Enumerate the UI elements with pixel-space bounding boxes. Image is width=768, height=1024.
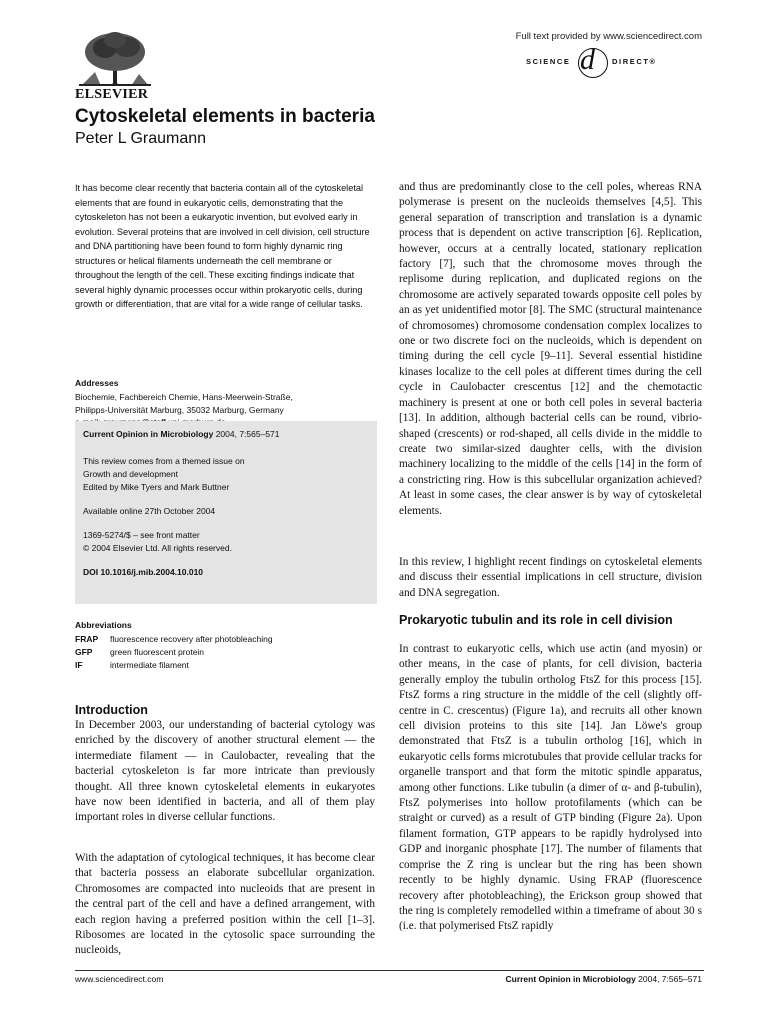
abbreviation-key: GFP [75, 647, 93, 657]
introduction-heading: Introduction [75, 703, 148, 717]
footer-journal-citation [505, 974, 702, 984]
article-info-box [75, 421, 377, 604]
footer-url[interactable]: www.sciencedirect.com [75, 974, 164, 984]
info-citation: 2004, 7:565–571 [213, 429, 280, 439]
info-copyright-line: © 2004 Elsevier Ltd. All rights reserved. [83, 543, 232, 553]
abbreviation-row [75, 660, 189, 670]
addresses-heading: Addresses [75, 378, 119, 388]
info-citation-line [83, 429, 280, 439]
publisher-name: ELSEVIER [75, 87, 149, 102]
abbreviations-heading: Abbreviations [75, 620, 132, 630]
sciencedirect-d-mark: d [580, 43, 595, 76]
info-theme-line: Growth and development [83, 469, 178, 479]
abbreviation-key: IF [75, 660, 83, 670]
sciencedirect-logo-left: SCIENCE [526, 57, 571, 66]
info-journal: Current Opinion in Microbiology [83, 429, 214, 439]
abstract: It has become clear recently that bacteria contain all of the cytoskeletal elements that are found in eukaryotic cells, demonstrating that the cytoskeleton has not been a eukaryotic invention, but evolved early in evolution. Several proteins that are involved in cell division, cell structure and DNA partitioning have been found to form highly dynamic ring structures or helical filaments underneath the cell membrane or throughout the length of the cell. These exciting findings indicate that several highly dynamic processes occur within prokaryotic cells, during growth or differentiation, that are vital for a wide range of cellular tasks. [75, 183, 370, 309]
article-author: Peter L Graumann [75, 130, 207, 147]
abbreviation-value: green fluorescent protein [110, 647, 205, 657]
info-available-line: Available online 27th October 2004 [83, 506, 216, 516]
info-doi-line[interactable]: DOI 10.1016/j.mib.2004.10.010 [83, 567, 204, 577]
section-heading-tubulin: Prokaryotic tubulin and its role in cell division [399, 613, 673, 627]
abbreviation-key: FRAP [75, 634, 99, 644]
abbreviation-row [75, 634, 273, 644]
footer-journal-name: Current Opinion in Microbiology [505, 974, 636, 984]
fulltext-notice[interactable]: Full text provided by www.sciencedirect.com [515, 31, 702, 42]
address-line: Philipps-Universität Marburg, 35032 Marburg, Germany [75, 404, 284, 415]
info-editors-line: Edited by Mike Tyers and Mark Buttner [83, 482, 230, 492]
sciencedirect-logo-right: DIRECT® [612, 57, 657, 66]
info-review-line: This review comes from a themed issue on [83, 456, 245, 466]
article-title: Cytoskeletal elements in bacteria [75, 106, 375, 127]
abbreviation-row [75, 647, 204, 657]
right-paragraph-2: In this review, I highlight recent findings on cytoskeletal elements and discuss their essential implications in cell structure, division and DNA segregation. [399, 556, 702, 599]
footer-citation: 2004, 7:565–571 [635, 974, 702, 984]
right-paragraph-1: and thus are predominantly close to the cell poles, whereas RNA polymerase is present on the nucleoids themselves [4,5]. This general separation of transcription and translation is a dynamic process that is dependent on active transcription [6]. Replication, however, occurs at a centrally located, stationary replication factory [7], such that the chromosome moves through the replisome during replication, and duplicated regions on the chromosome are actively separated towards opposite cell poles by an as yet unidentified motor [8]. The SMC (structural maintenance of chromosomes) chromosome condensation complex localizes to one or two discrete foci on the nucleoids, which is dependent on timing during the cell cycle [9–11]. Several essential histidine kinases localize to the cell poles at different times during the cell cycle in Caulobacter crescentus [12] and the chemotactic machinery is present at one or both cell poles in several bacteria [13]. In addition, although bacterial cells can be round, vibrio-shaped (crescents) or rod-shaped, all cells divide in the middle to create two similar-sized daughter cells, with the division machinery localizing to the middle of the cells [14] in the form of a constricting ring. How is this subcellular organization achieved? At least in some cases, the clear answer is by way of cytoskeletal elements. [399, 181, 702, 517]
sciencedirect-logo [526, 43, 706, 78]
right-paragraph-3: In contrast to eukaryotic cells, which use actin (and myosin) or other means, in the case of plants, for cell division, bacteria generally employ the tubulin ortholog FtsZ for this process [15]. FtsZ forms a ring structure in the middle of the cell (slightly off-centre in C. crescentus) (Figure 1a), and recruits all other known cell division proteins to this site [14]. Jan Löwe's group demonstrated that FtsZ is a tubulin ortholog [16], which in eukaryotic cells forms microtubules that provide cellular tracks for organelle transport and that form the mitotic spindle apparatus, among other functions. Like tubulin (a dimer of α- and β-tubulin), FtsZ polymerises into hollow protofilaments (which can be straight or curved) as a result of GTP binding (Figure 2a). Upon filament formation, GTP appears to be rapidly hydrolysed into GDP and inorganic phosphate [17]. The number of filaments that comprise the Z ring is unclear but the ring has been shown recently to be highly dynamic. Using FRAP (fluorescence recovery after photobleaching), the Erickson group showed that the ring is completely remodelled within a timeframe of about 30 s (i.e. that polymerised FtsZ rapidly [399, 643, 702, 933]
footer-divider [75, 970, 704, 971]
introduction-paragraph-2: With the adaptation of cytological techniques, it has become clear that bacteria possess an elaborate subcellular organization. Chromosomes are compacted into nucleoids that are present in the central part of the cell and have a defined arrangement, with each region having a preferred position within the cell [1–3]. Ribosomes are located in the cytosolic space surrounding the nucleoids, [75, 852, 375, 957]
abbreviation-value: intermediate filament [110, 660, 189, 670]
address-line: Biochemie, Fachbereich Chemie, Hans-Meerwein-Straße, [75, 392, 293, 402]
abbreviation-value: fluorescence recovery after photobleaching [110, 634, 273, 644]
introduction-paragraph-1: In December 2003, our understanding of bacterial cytology was enriched by the discovery of another structural element — the intermediate filament — in Caulobacter, revealing that the bacterial cytoskeleton is far more intricate than previously thought. All three known cytoskeletal elements in eukaryotes have now been identified in bacteria, and all of them play important roles in diverse cellular functions. [75, 719, 375, 824]
info-issn-line: 1369-5274/$ – see front matter [83, 530, 200, 540]
